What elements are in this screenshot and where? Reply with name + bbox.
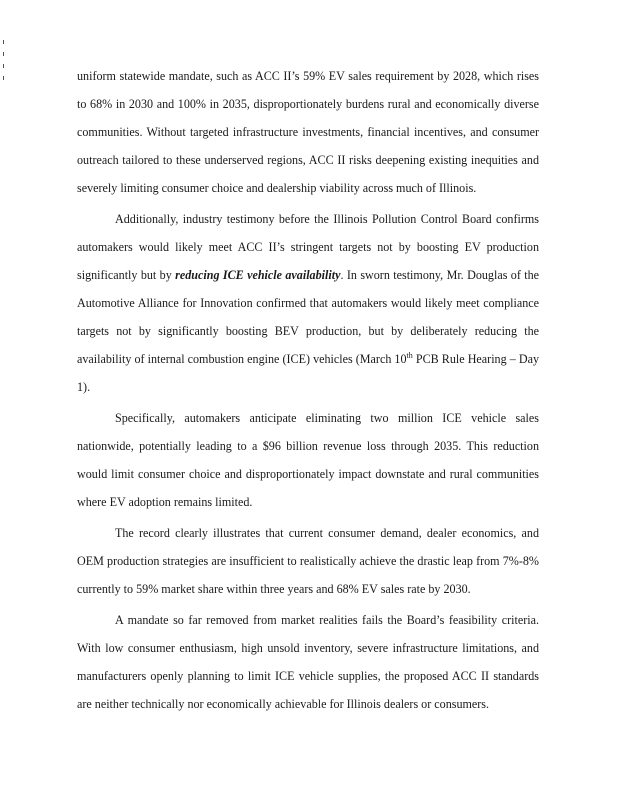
date-superscript: th [406, 350, 413, 360]
document-body [77, 62, 539, 718]
paragraph-industry-testimony [77, 205, 539, 401]
paragraph-feasibility: A mandate so far removed from market realities fails the Board’s feasibility criteria. With low consumer enthusiasm, high unsold inventory, severe infrastructure limitations, and manufacturers openly planning to limit ICE vehicle supplies, the proposed ACC II standards are neither technically nor economically achievable for Illinois dealers or consumers. [77, 613, 539, 711]
margin-marks [3, 40, 5, 90]
paragraph-2-text-a: Additionally, industry testimony before the Illinois Pollution Control Board confirms automakers would likely meet ACC II’s stringent targets not by boosting EV production significantly but by [77, 212, 539, 282]
paragraph-continuation: uniform statewide mandate, such as ACC II’s 59% EV sales requirement by 2028, which rises to 68% in 2030 and 100% in 2035, disproportionately burdens rural and economically diverse communities. Without targeted infrastructure investments, financial incentives, and consumer outreach tailored to these underserved regions, ACC II risks deepening existing inequities and severely limiting consumer choice and dealership viability across much of Illinois. [77, 69, 539, 195]
paragraph-ice-elimination: Specifically, automakers anticipate eliminating two million ICE vehicle sales nationwide, potentially leading to a $96 billion revenue loss through 2035. This reduction would limit consumer choice and disproportionately impact downstate and rural communities where EV adoption remains limited. [77, 411, 539, 509]
emphasized-phrase: reducing ICE vehicle availability [175, 268, 341, 282]
paragraph-2-text-b: . In sworn testimony, Mr. Douglas of the Automotive Alliance for Innovation confirmed that automakers would likely meet compliance targets not by significantly boosting BEV production, but by deliberately reducing the availability of internal combustion engine (ICE) vehicles (March 10 [77, 268, 539, 366]
paragraph-2-text-c: PCB Rule Hearing – Day 1). [77, 352, 539, 394]
paragraph-record-illustrates: The record clearly illustrates that current consumer demand, dealer economics, and OEM production strategies are insufficient to realistically achieve the drastic leap from 7%-8% currently to 59% market share within three years and 68% EV sales rate by 2030. [77, 526, 539, 596]
